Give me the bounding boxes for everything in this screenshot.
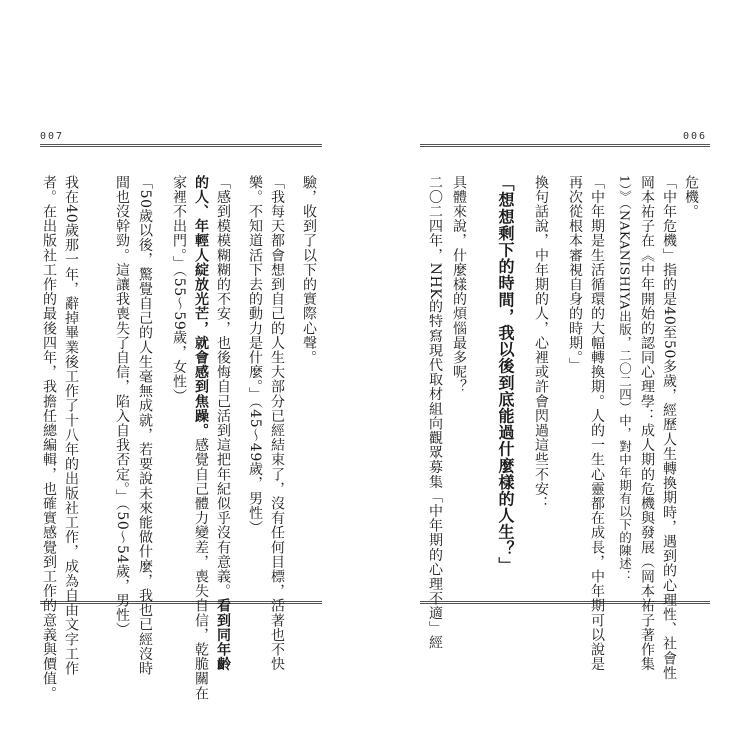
text-line: 驗，收到了以下的實際心聲。 [301,175,317,365]
text-line: 「中年危機」指的是40至50多歲，經歷人生轉換期時，遇到的心理性、社會性 [661,175,677,681]
text-line: 間也沒幹勁。這讓我喪失了自信，陷入自我否定。」（50～54歲，男性） [114,175,130,638]
text-line: 家裡不出門。」（55～59歲，女性） [171,175,187,404]
text-line: 二〇二四年，NHK的特寫現代取材組向觀眾募集「中年期的心理不適」經 [427,175,443,650]
text-line: 「中年期是生活循環的大幅轉換期。人的一生心靈都在成長，中年期可以說是 [589,175,605,672]
text-line: 「感到模模糊糊的不安，也後悔自己活到這把年紀似乎沒有意義。看到同年齡 [215,175,231,672]
text-line: 危機。 [683,175,699,219]
text-line: 者。在出版社工作的最後四年，我擔任總編輯，也確實感覺到工作的意義與價值。 [41,175,57,701]
text-line: 具體來說，什麼樣的煩惱最多呢？ [451,175,467,394]
text-line: 1）》（NAKANISHIYA出版，二〇二四）中，對中年期有以下的陳述： [617,175,633,583]
highlighted-quote: 「想想剩下的時間，我以後到底能過什麼樣的人生？」 [496,175,515,574]
text-line: 「50歲以後，驚覺自己的人生毫無成就，若要說未來能做什麼，我也已經沒時 [137,175,153,676]
text-line: 再次從根本審視自身的時期。」 [567,175,583,373]
text-line: 岡本祐子在《中年開始的認同心理學：成人期的危機與發展（岡本祐子著作集 [639,175,655,672]
page-number-right: 006 [683,131,708,142]
text-line: 樂。不知道活下去的動力是什麼。」（45～49歲，男性） [247,175,263,535]
header-rule-left [40,144,322,147]
text-line: 的人、年輕人綻放光芒，就會感到焦躁。感覺自己體力變差，喪失自信，乾脆關在 [193,175,209,701]
text-line: 換句話說，中年期的人，心裡或許會閃過這些不安： [533,175,549,511]
text-line: 我在40歲那一年，辭掉畢業後工作了十八年的出版社工作，成為自由文字工作 [63,175,79,676]
page-number-left: 007 [40,131,65,142]
text-line: 「我每天都會想到自己的人生大部分已經結束了，沒有任何目標，活著也不快 [269,175,285,672]
header-rule-right [420,144,710,147]
